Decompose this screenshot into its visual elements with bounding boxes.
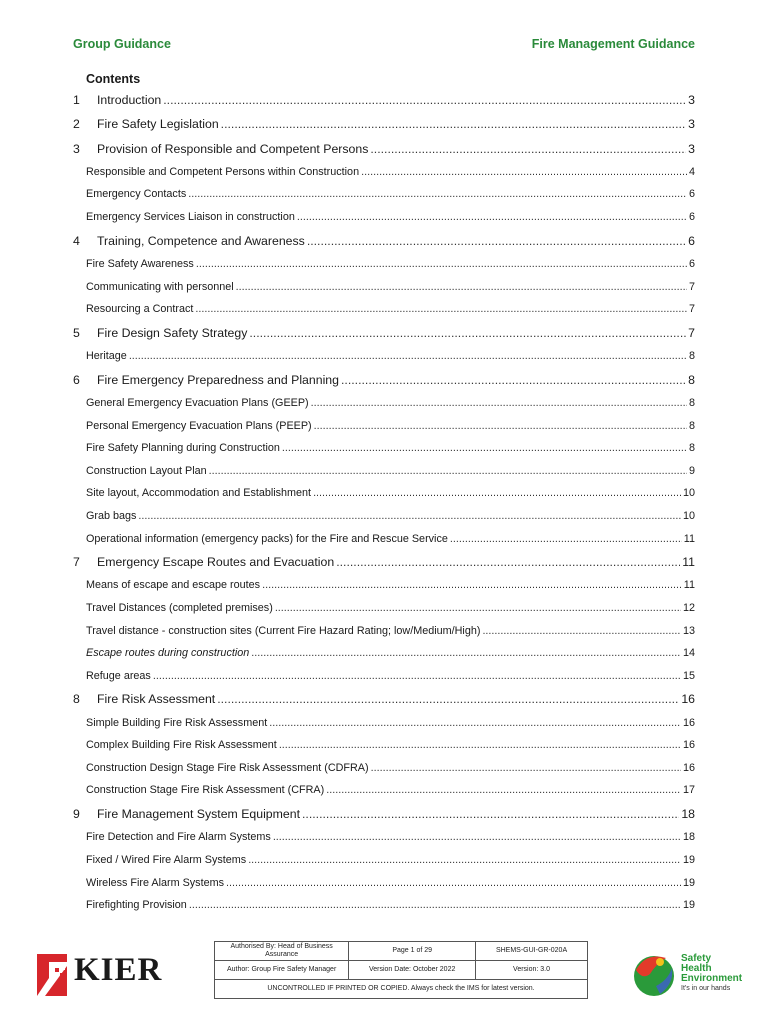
toc-section-number: 9 — [73, 807, 80, 822]
toc-page-number: 10 — [682, 509, 695, 522]
toc-page-number: 16 — [682, 739, 695, 752]
she-logo-text — [681, 954, 742, 994]
toc-entry-title: Emergency Services Liaison in construction — [86, 211, 295, 224]
toc-page-number: 11 — [682, 555, 695, 570]
toc-subsection-entry[interactable] — [73, 397, 695, 420]
toc-page-number: 19 — [682, 876, 695, 889]
toc-page-number: 8 — [688, 442, 695, 455]
toc-page-number: 18 — [682, 831, 695, 844]
she-tagline: It's in our hands — [681, 985, 731, 992]
toc-dot-leader — [275, 602, 681, 614]
toc-entry-title: Fire Emergency Preparedness and Planning — [97, 372, 339, 387]
toc-entry-title: Complex Building Fire Risk Assessment — [86, 739, 277, 752]
toc-section-entry[interactable] — [73, 93, 695, 117]
toc-subsection-entry[interactable] — [73, 442, 695, 465]
toc-dot-leader — [313, 487, 681, 499]
toc-subsection-entry[interactable] — [73, 211, 695, 234]
toc-page-number: 12 — [682, 601, 695, 614]
toc-dot-leader — [248, 854, 681, 866]
toc-entry-title: Escape routes during construction — [86, 647, 250, 660]
she-line-health: Health — [681, 963, 712, 974]
toc-dot-leader — [336, 555, 680, 569]
toc-entry-title: Emergency Escape Routes and Evacuation — [97, 555, 335, 570]
toc-entry-title: Construction Design Stage Fire Risk Assessment (CDFRA) — [86, 761, 369, 774]
toc-subsection-entry[interactable] — [73, 899, 695, 922]
toc-entry-title: Training, Competence and Awareness — [97, 233, 305, 248]
toc-section-entry[interactable] — [73, 373, 695, 397]
toc-dot-leader — [138, 510, 681, 522]
toc-subsection-entry[interactable] — [73, 854, 695, 877]
toc-entry-title: Fire Design Safety Strategy — [97, 325, 248, 340]
toc-subsection-entry[interactable] — [73, 717, 695, 740]
toc-page-number: 14 — [682, 647, 695, 660]
toc-dot-leader — [370, 142, 686, 156]
toc-entry-title: Responsible and Competent Persons within Construction — [86, 165, 360, 178]
toc-page-number: 8 — [688, 372, 695, 387]
uncontrolled-notice-cell: UNCONTROLLED IF PRINTED OR COPIED. Always check the IMS for latest version. — [215, 980, 588, 999]
version-date-cell: Version Date: October 2022 — [349, 961, 476, 980]
toc-entry-title: Operational information (emergency packs) for the Fire and Rescue Service — [86, 532, 448, 545]
toc-page-number: 7 — [688, 325, 695, 340]
toc-entry-title: Communicating with personnel — [86, 280, 234, 293]
toc-entry-title: Travel distance - construction sites (Current Fire Hazard Rating; low/Medium/High) — [86, 624, 481, 637]
toc-section-entry[interactable] — [73, 117, 695, 141]
authorised-by-cell: Authorised By: Head of Business Assurance — [215, 942, 349, 961]
toc-page-number: 6 — [688, 233, 695, 248]
toc-subsection-entry[interactable] — [73, 831, 695, 854]
toc-dot-leader — [217, 692, 679, 706]
toc-dot-leader — [188, 188, 687, 200]
toc-section-number: 8 — [73, 692, 80, 707]
toc-dot-leader — [196, 258, 687, 270]
toc-page-number: 16 — [681, 692, 695, 707]
toc-entry-title: Fire Safety Legislation — [97, 117, 219, 132]
version-cell: Version: 3.0 — [476, 961, 588, 980]
toc-page-number: 19 — [682, 899, 695, 912]
toc-dot-leader — [262, 579, 682, 591]
toc-page-number: 6 — [688, 257, 695, 270]
toc-dot-leader — [282, 442, 687, 454]
toc-subsection-entry[interactable] — [73, 784, 695, 807]
toc-page-number: 6 — [688, 188, 695, 201]
toc-entry-title: Fire Safety Awareness — [86, 257, 194, 270]
toc-page-number: 7 — [688, 280, 695, 293]
toc-page-number: 3 — [688, 93, 695, 107]
toc-subsection-entry[interactable] — [73, 166, 695, 189]
toc-page-number: 7 — [688, 303, 695, 316]
toc-page-number: 10 — [682, 487, 695, 500]
toc-dot-leader — [341, 373, 686, 387]
toc-section-number: 5 — [73, 325, 80, 340]
toc-subsection-entry[interactable] — [73, 739, 695, 762]
toc-dot-leader — [129, 350, 687, 362]
toc-entry-title: Site layout, Accommodation and Establishment — [86, 487, 312, 500]
toc-subsection-entry[interactable] — [73, 533, 695, 556]
toc-subsection-entry[interactable] — [73, 579, 695, 602]
toc-dot-leader — [314, 420, 687, 432]
toc-subsection-entry[interactable] — [73, 303, 695, 326]
toc-entry-title: Introduction — [97, 93, 162, 107]
toc-dot-leader — [236, 281, 687, 293]
toc-subsection-entry[interactable] — [73, 670, 695, 693]
toc-subsection-entry[interactable] — [73, 510, 695, 533]
toc-dot-leader — [311, 397, 687, 409]
toc-subsection-entry[interactable] — [73, 465, 695, 488]
contents-title: Contents — [86, 72, 141, 86]
toc-entry-title: Emergency Contacts — [86, 188, 187, 201]
toc-page-number: 11 — [683, 532, 695, 545]
toc-page-number: 16 — [682, 716, 695, 729]
toc-subsection-entry[interactable] — [73, 487, 695, 510]
toc-dot-leader — [371, 762, 681, 774]
she-line-safety: Safety — [681, 953, 712, 964]
toc-entry-title: Simple Building Fire Risk Assessment — [86, 716, 268, 729]
toc-subsection-entry[interactable] — [73, 877, 695, 900]
toc-entry-title: Fire Safety Planning during Construction — [86, 442, 280, 455]
toc-subsection-entry[interactable] — [73, 762, 695, 785]
toc-dot-leader — [361, 166, 687, 178]
toc-entry-title: Wireless Fire Alarm Systems — [86, 876, 224, 889]
toc-entry-title: Resourcing a Contract — [86, 303, 194, 316]
page-number-cell: Page 1 of 29 — [349, 942, 476, 961]
toc-subsection-entry[interactable] — [73, 281, 695, 304]
toc-section-entry[interactable] — [73, 142, 695, 166]
toc-entry-title: Fixed / Wired Fire Alarm Systems — [86, 853, 247, 866]
toc-entry-title: Construction Stage Fire Risk Assessment (CFRA) — [86, 784, 325, 797]
toc-page-number: 18 — [681, 807, 695, 822]
toc-entry-title: Firefighting Provision — [86, 899, 187, 912]
toc-dot-leader — [249, 326, 686, 340]
toc-entry-title: Personal Emergency Evacuation Plans (PEEP) — [86, 419, 312, 432]
toc-section-entry[interactable] — [73, 555, 695, 579]
toc-page-number: 11 — [683, 579, 695, 592]
toc-dot-leader — [189, 899, 681, 911]
toc-dot-leader — [482, 625, 681, 637]
toc-section-number: 1 — [73, 93, 80, 107]
author-cell: Author: Group Fire Safety Manager — [215, 961, 349, 980]
toc-dot-leader — [153, 670, 681, 682]
toc-entry-title: Means of escape and escape routes — [86, 579, 261, 592]
toc-dot-leader — [297, 211, 687, 223]
toc-dot-leader — [163, 93, 686, 107]
toc-subsection-entry[interactable] — [73, 625, 695, 648]
toc-entry-title: Grab bags — [86, 509, 137, 522]
toc-subsection-entry[interactable] — [73, 602, 695, 625]
toc-dot-leader — [450, 533, 682, 545]
toc-dot-leader — [221, 117, 686, 131]
toc-dot-leader — [307, 234, 686, 248]
toc-dot-leader — [209, 465, 687, 477]
table-of-contents — [73, 93, 695, 922]
toc-section-number: 4 — [73, 233, 80, 248]
she-line-environment: Environment — [681, 973, 743, 984]
toc-section-entry[interactable] — [73, 807, 695, 831]
toc-entry-title: Construction Layout Plan — [86, 464, 207, 477]
kier-wordmark: KIER — [74, 952, 163, 988]
toc-page-number: 8 — [688, 396, 695, 409]
toc-page-number: 15 — [682, 669, 695, 682]
header-left: Group Guidance — [73, 37, 171, 51]
toc-subsection-entry[interactable] — [73, 647, 695, 670]
toc-page-number: 16 — [682, 761, 695, 774]
toc-dot-leader — [251, 647, 681, 659]
toc-entry-title: Fire Risk Assessment — [97, 692, 216, 707]
toc-page-number: 19 — [682, 853, 695, 866]
toc-section-number: 7 — [73, 555, 80, 570]
toc-dot-leader — [269, 717, 681, 729]
toc-entry-title: Provision of Responsible and Competent Persons — [97, 141, 369, 156]
toc-subsection-entry[interactable] — [73, 258, 695, 281]
toc-entry-title: Fire Detection and Fire Alarm Systems — [86, 831, 271, 844]
toc-subsection-entry[interactable] — [73, 350, 695, 373]
toc-dot-leader — [273, 831, 681, 843]
toc-section-entry[interactable] — [73, 692, 695, 716]
toc-page-number: 8 — [688, 350, 695, 363]
toc-section-number: 3 — [73, 141, 80, 156]
toc-subsection-entry[interactable] — [73, 420, 695, 443]
toc-section-entry[interactable] — [73, 326, 695, 350]
toc-dot-leader — [195, 303, 687, 315]
toc-section-entry[interactable] — [73, 234, 695, 258]
toc-page-number: 3 — [688, 141, 695, 156]
toc-dot-leader — [326, 784, 681, 796]
toc-subsection-entry[interactable] — [73, 188, 695, 211]
toc-dot-leader — [302, 807, 679, 821]
toc-section-number: 6 — [73, 372, 80, 387]
header-right: Fire Management Guidance — [531, 37, 695, 51]
toc-page-number: 9 — [688, 464, 695, 477]
toc-entry-title: Fire Management System Equipment — [97, 807, 300, 822]
toc-page-number: 8 — [688, 419, 695, 432]
toc-page-number: 3 — [688, 117, 695, 132]
document-control-table — [214, 941, 588, 999]
toc-entry-title: General Emergency Evacuation Plans (GEEP) — [86, 396, 309, 409]
toc-dot-leader — [279, 739, 681, 751]
toc-dot-leader — [226, 877, 681, 889]
toc-page-number: 17 — [682, 784, 695, 797]
toc-page-number: 4 — [688, 165, 695, 178]
toc-page-number: 6 — [688, 211, 695, 224]
toc-entry-title: Refuge areas — [86, 669, 151, 682]
toc-entry-title: Travel Distances (completed premises) — [86, 601, 273, 614]
toc-section-number: 2 — [73, 117, 80, 132]
doc-ref-cell: SHEMS-GUI-GR-020A — [476, 942, 588, 961]
toc-entry-title: Heritage — [86, 350, 127, 363]
toc-page-number: 13 — [682, 624, 695, 637]
